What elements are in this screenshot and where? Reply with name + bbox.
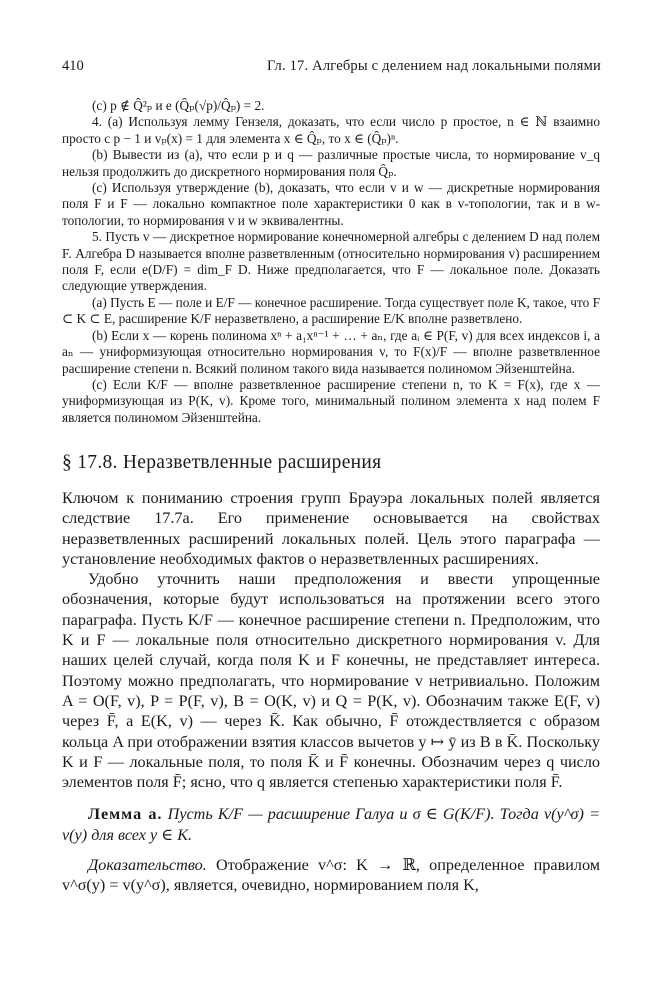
lemma-label: Лемма а. bbox=[88, 805, 163, 824]
running-head: Гл. 17. Алгебры с делением над локальными полями bbox=[267, 58, 601, 74]
proof-text: Отображение v^σ: K → ℝ, определенное правилом v^σ(y) = v(y^σ), является, очевидно, нормированием поля K, bbox=[62, 856, 600, 895]
exercise-3c: (c) p ∉ Q̂²ₚ и e (Q̂ₚ(√p)/Q̂ₚ) = 2. bbox=[92, 98, 265, 113]
paragraph-1: Ключом к пониманию строения групп Брауэра локальных полей является следствие 17.7a. Его применение основывается на свойствах неразветвленных расширений локальных полей. Цель этого параграфа — установление необходимых фактов о неразветвленных расширениях. bbox=[62, 489, 600, 568]
exercises-block bbox=[62, 98, 600, 426]
section-title: § 17.8. Неразветвленные расширения bbox=[62, 452, 382, 473]
exercise-4c: (c) Используя утверждение (b), доказать, что если v и w — дискретные нормирования поля F и F — локально компактное поле характеристики 0 как в v-топологии, так и в w-топологии, то нормирования v и w эквивалентны. bbox=[62, 180, 600, 228]
proof-label: Доказательство. bbox=[88, 856, 207, 875]
exercise-5: 5. Пусть v — дискретное нормирование конечномерной алгебры с делением D над полем F. Алгебра D называется вполне разветвленным (относительно нормирования v) расширением поля F, если e(D/F) = dim_F D. Ниже предполагается, что F — локальное поле. Доказать следующие утверждения. bbox=[62, 229, 600, 294]
lemma-a bbox=[62, 804, 600, 845]
exercise-5c: (c) Если K/F — вполне разветвленное расширение степени n, то K = F(x), где x — униформизующая из P(K, v). Кроме того, минимальный полином элемента x над полем F является полиномом Эйзенштейна. bbox=[62, 376, 600, 425]
proof bbox=[62, 855, 600, 896]
spacer bbox=[62, 792, 600, 804]
exercise-5a: (a) Пусть E — поле и E/F — конечное расширение. Тогда существует поле K, такое, что F ⊂ K ⊂ E, расширение K/F неразветвлено, а расширение E/K вполне разветвлено. bbox=[62, 294, 600, 327]
page-number: 410 bbox=[62, 58, 84, 74]
paragraph-2: Удобно уточнить наши предположения и ввести упрощенные обозначения, которые будут использоваться на протяжении всего этого параграфа. Пусть K/F — конечное расширение степени n. Предположим, что K и F — локальные поля относительно дискретного нормирования v. Для наших целей случай, когда поля K и F конечны, не представляет интереса. Поэтому можно предполагать, что нормирование v нетривиально. Положим A = O(F, v), P = P(F, v), B = O(K, v) и Q = P(K, v). Обозначим также E(F, v) через F̄, а E(K, v) — через K̄. Как обычно, F̄ отождествляется с образом кольца A при отображении взятия классов вычетов y ↦ ȳ из B в K̄. Поскольку K и F — локальные поля, то поля K̄ и F̄ конечны. Обозначим через q число элементов поля F̄; ясно, что q является степенью характеристики поля F̄. bbox=[62, 570, 600, 792]
lemma-text: Пусть K/F — расширение Галуа и σ ∈ G(K/F). Тогда v(y^σ) = v(y) для всех y ∈ K. bbox=[62, 805, 601, 844]
spacer bbox=[62, 845, 600, 855]
exercise-4b: (b) Вывести из (a), что если p и q — различные простые числа, то нормирование v_q нельзя продолжить до дискретного нормирования поля Q̂ₚ. bbox=[62, 147, 600, 179]
main-text bbox=[62, 488, 600, 896]
exercise-5b: (b) Если x — корень полинома xⁿ + a₁xⁿ⁻¹ + … + aₙ, где aᵢ ∈ P(F, v) для всех индексов i, а aₙ — униформизующая относительно нормирования v, то F(x)/F — вполне разветвленное расширение степени n. Всякий полином такого вида называется полиномом Эйзенштейна. bbox=[62, 327, 600, 376]
exercise-4a: 4. (a) Используя лемму Гензеля, доказать, что если число p простое, n ∈ ℕ взаимно просто с p − 1 и vₚ(x) = 1 для элемента x ∈ Q̂ₚ, то x ∈ (Q̂ₚ)ⁿ. bbox=[62, 114, 600, 146]
page-header bbox=[62, 58, 601, 80]
